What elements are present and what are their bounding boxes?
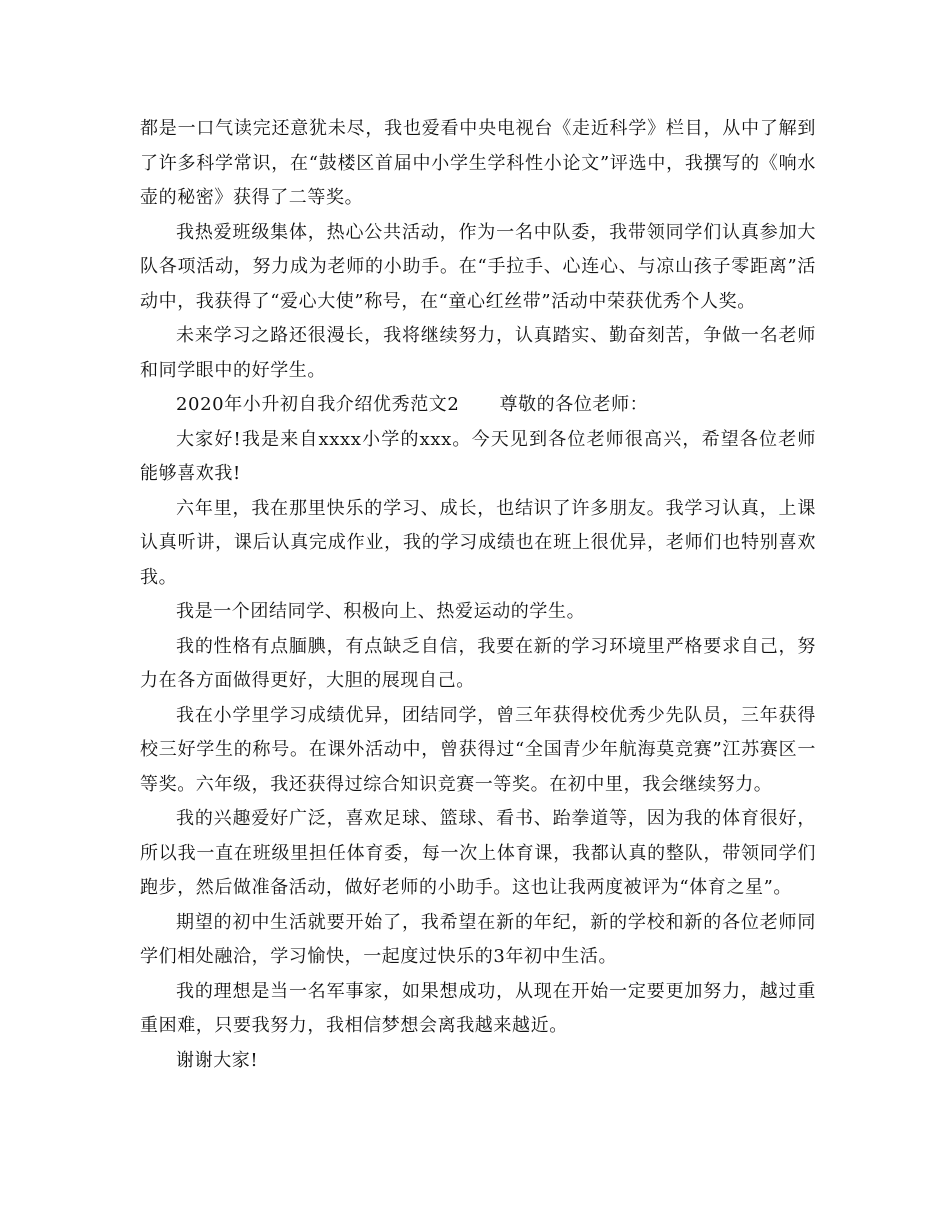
paragraph: 未来学习之路还很漫长，我将继续努力，认真踏实、勤奋刻苦，争做一名老师和同学眼中的好学生。 [140, 325, 816, 381]
paragraph: 我的性格有点腼腆，有点缺乏自信，我要在新的学习环境里严格要求自己，努力在各方面做得更好，大胆的展现自己。 [140, 635, 816, 691]
paragraph: 六年里，我在那里快乐的学习、成长，也结识了许多朋友。我学习认真，上课认真听讲，课后认真完成作业，我的学习成绩也在班上很优异，老师们也特别喜欢我。 [140, 497, 816, 588]
paragraph: 期望的初中生活就要开始了，我希望在新的年纪，新的学校和新的各位老师同学们相处融洽，学习愉快，一起度过快乐的3年初中生活。 [140, 911, 816, 967]
salutation: 尊敬的各位老师： [499, 394, 649, 415]
paragraph: 我热爱班级集体，热心公共活动，作为一名中队委，我带领同学们认真参加大队各项活动，努力成为老师的小助手。在“手拉手、心连心、与凉山孩子零距离”活动中，我获得了“爱心大使”称号，在“童心红丝带”活动中荣获优秀个人奖。 [140, 221, 816, 312]
document-body [140, 112, 816, 1078]
paragraph: 都是一口气读完还意犹未尽，我也爱看中央电视台《走近科学》栏目，从中了解到了许多科学常识，在“鼓楼区首届中小学生学科性小论文”评选中，我撰写的《响水壶的秘密》获得了二等奖。 [140, 118, 816, 208]
paragraph: 大家好!我是来自xxxx小学的xxx。今天见到各位老师很高兴，希望各位老师能够喜欢我! [140, 428, 816, 484]
paragraph: 我的兴趣爱好广泛，喜欢足球、篮球、看书、跆拳道等，因为我的体育很好，所以我一直在班级里担任体育委，每一次上体育课，我都认真的整队，带领同学们跑步，然后做准备活动，做好老师的小助手。这也让我两度被评为“体育之星”。 [140, 808, 816, 898]
section-title-line [140, 388, 816, 423]
section-title: 2020年小升初自我介绍优秀范文2 [176, 394, 460, 415]
paragraph: 我在小学里学习成绩优异，团结同学，曾三年获得校优秀少先队员，三年获得校三好学生的称号。在课外活动中，曾获得过“全国青少年航海莫竞赛”江苏赛区一等奖。六年级，我还获得过综合知识竞赛一等奖。在初中里，我会继续努力。 [140, 704, 816, 795]
paragraph: 我的理想是当一名军事家，如果想成功，从现在开始一定要更加努力，越过重重困难，只要我努力，我相信梦想会离我越来越近。 [140, 980, 816, 1036]
closing-paragraph: 谢谢大家! [176, 1049, 259, 1071]
paragraph: 我是一个团结同学、积极向上、热爱运动的学生。 [176, 601, 586, 622]
